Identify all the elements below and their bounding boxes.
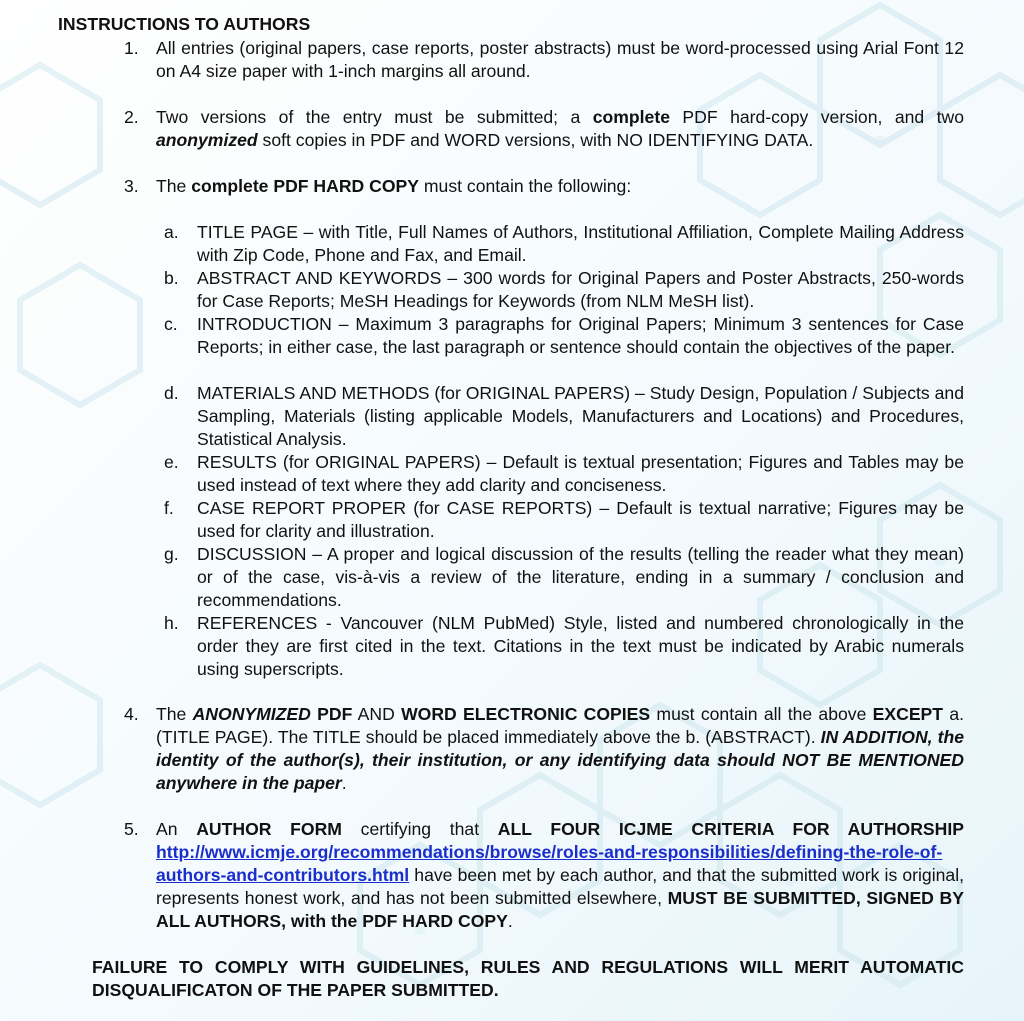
text-run: Two versions of the entry must be submitted; a	[156, 107, 593, 127]
text-run: soft copies in PDF and WORD versions, with NO IDENTIFYING DATA.	[257, 130, 814, 150]
sub-item-text: RESULTS (for ORIGINAL PAPERS) – Default is textual presentation; Figures and Tables may be used instead of text where they add clarity and conciseness.	[197, 452, 964, 495]
text-run: The	[156, 176, 192, 196]
sub-item-text: REFERENCES - Vancouver (NLM PubMed) Style, listed and numbered chronologically in the order they are first cited in the text. Citations in the text must be indicated by Arabic numerals using superscripts.	[197, 613, 964, 679]
item-text	[156, 703, 964, 795]
item-number: 3.	[124, 176, 139, 196]
sub-item-a	[164, 221, 964, 267]
disqualification-warning: FAILURE TO COMPLY WITH GUIDELINES, RULES AND REGULATIONS WILL MERIT AUTOMATIC DISQUALIFICATON OF THE PAPER SUBMITTED.	[92, 957, 964, 1000]
text-run: .	[507, 911, 513, 931]
text-run: An	[156, 819, 197, 839]
sub-item-b	[164, 267, 964, 313]
emphasized-text: complete	[592, 107, 670, 127]
emphasized-text: ANONYMIZED	[192, 704, 311, 724]
sub-item-text: CASE REPORT PROPER (for CASE REPORTS) – Default is textual narrative; Figures may be used for clarity and illustration.	[197, 498, 964, 541]
sub-item-letter: d.	[164, 383, 179, 403]
sub-item-g	[164, 543, 964, 612]
sub-item-text: MATERIALS AND METHODS (for ORIGINAL PAPERS) – Study Design, Population / Subjects and Sampling, Materials (listing applicable Models, Manufacturers and Locations) and Procedures, Statistical Analysis.	[197, 383, 964, 449]
text-run: must contain all the above	[650, 704, 873, 724]
sub-item-letter: h.	[164, 613, 179, 633]
text-run: All entries (original papers, case reports, poster abstracts) must be word-processed using Arial Font 12 on A4 size paper with 1-inch margins all around.	[156, 38, 964, 81]
instruction-item-4	[124, 703, 964, 795]
text-run: .	[341, 773, 347, 793]
item-text	[156, 818, 964, 933]
item-text	[156, 175, 964, 198]
emphasized-text: WORD ELECTRONIC COPIES	[401, 704, 651, 724]
sub-item-letter: e.	[164, 452, 179, 472]
emphasized-text: AUTHOR FORM	[196, 819, 342, 839]
item-number: 1.	[124, 38, 139, 58]
emphasized-text: ALL FOUR ICJME CRITERIA FOR AUTHORSHIP	[497, 819, 964, 839]
sub-item-letter: c.	[164, 314, 178, 334]
text-run: must contain the following:	[419, 176, 632, 196]
item-number: 5.	[124, 819, 139, 839]
emphasized-text: anonymized	[156, 130, 258, 150]
item-number: 4.	[124, 704, 139, 724]
sub-item-letter: f.	[164, 498, 174, 518]
sub-item-letter: g.	[164, 544, 179, 564]
item-text	[156, 37, 964, 83]
sub-item-h	[164, 612, 964, 681]
item-number: 2.	[124, 107, 139, 127]
text-run: PDF hard-copy version, and two	[669, 107, 964, 127]
emphasized-text: MUST BE SUBMITTED, SIGNED BY ALL AUTHORS, with the PDF HARD COPY	[156, 888, 964, 931]
sub-item-text: INTRODUCTION – Maximum 3 paragraphs for Original Papers; Minimum 3 sentences for Case Reports; in either case, the last paragraph or sentence should contain the objectives of the paper.	[197, 314, 964, 357]
instruction-item-1	[124, 37, 964, 83]
sub-item-e	[164, 451, 964, 497]
text-run: The	[156, 704, 193, 724]
sub-item-letter: b.	[164, 268, 179, 288]
sub-item-c	[164, 313, 964, 359]
instruction-item-3	[124, 175, 964, 198]
sub-item-text: TITLE PAGE – with Title, Full Names of Authors, Institutional Affiliation, Complete Mailing Address with Zip Code, Phone and Fax, and Email.	[197, 222, 964, 265]
sub-item-letter: a.	[164, 222, 179, 242]
item-text	[156, 106, 964, 152]
emphasized-text: complete PDF HARD COPY	[191, 176, 419, 196]
emphasized-text: PDF	[310, 704, 353, 724]
text-run: AND	[352, 704, 402, 724]
sub-item-f	[164, 497, 964, 543]
text-run: have been met by each author, and that the submitted work is original, represents honest work, and has not been submitted elsewhere,	[156, 865, 964, 908]
page-heading: INSTRUCTIONS TO AUTHORS	[58, 14, 311, 34]
sub-item-text: DISCUSSION – A proper and logical discussion of the results (telling the reader what they mean) or of the case, vis-à-vis a review of the literature, ending in a summary / conclusion and recommendations.	[197, 544, 964, 610]
emphasized-text: IN ADDITION, the identity of the author(s), their institution, or any identifying data should NOT BE MENTIONED anywhere in the paper	[156, 727, 964, 793]
sub-item-text: ABSTRACT AND KEYWORDS – 300 words for Original Papers and Poster Abstracts, 250-words for Case Reports; MeSH Headings for Keywords (from NLM MeSH list).	[197, 268, 964, 311]
text-run: a. (TITLE PAGE). The TITLE should be placed immediately above the b. (ABSTRACT).	[156, 704, 964, 747]
emphasized-text: EXCEPT	[872, 704, 944, 724]
instruction-item-2	[124, 106, 964, 152]
text-run: certifying that	[341, 819, 498, 839]
sub-item-d	[164, 382, 964, 451]
instruction-item-5	[124, 818, 964, 933]
icmje-authorship-link[interactable]: http://www.icmje.org/recommendations/browse/roles-and-responsibilities/defining-the-role-of-authors-and-contributors.html	[156, 842, 943, 885]
